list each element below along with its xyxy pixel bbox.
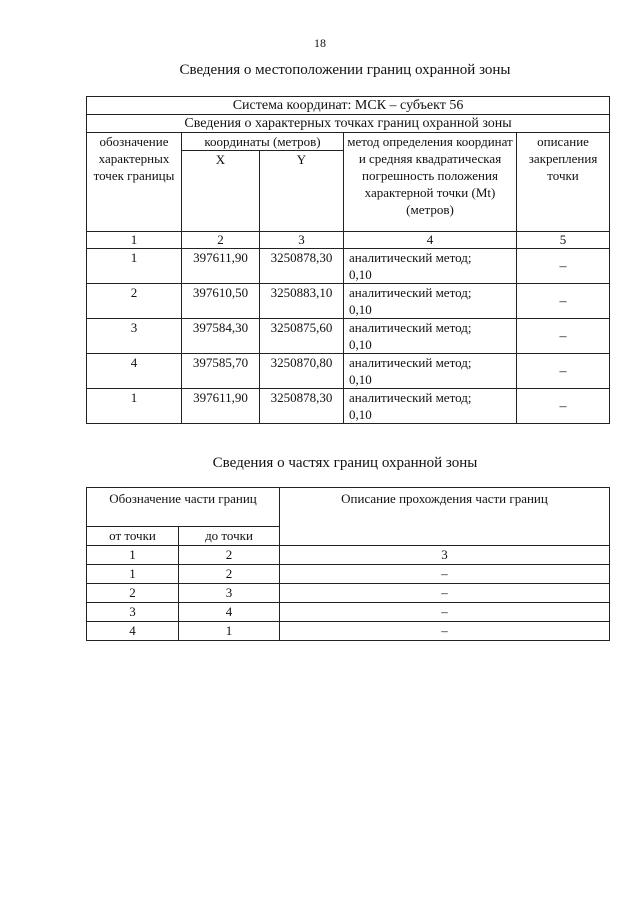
accuracy-value: 0,10 [349, 407, 372, 422]
point-description: – [517, 354, 610, 389]
passage-description: 3 [280, 546, 610, 565]
passage-description: – [280, 584, 610, 603]
passage-description: – [280, 603, 610, 622]
point-description: – [517, 249, 610, 284]
table-row [87, 249, 610, 284]
col-header-desc: описание закрепления точки [517, 133, 610, 232]
coordinate-system-title: Система координат: МСК – субъект 56 [87, 97, 610, 115]
col-header-y: Y [260, 151, 344, 232]
table-row [87, 546, 610, 565]
to-point: 3 [179, 584, 280, 603]
y-coordinate: 3250878,30 [260, 389, 344, 424]
table-row [87, 319, 610, 354]
table-row [87, 603, 610, 622]
table-row [87, 354, 610, 389]
accuracy-value: 0,10 [349, 267, 372, 282]
page-number: 18 [314, 36, 326, 50]
column-number: 3 [260, 232, 344, 249]
to-point: 2 [179, 546, 280, 565]
from-point: 3 [87, 603, 179, 622]
boundary-points-table [86, 96, 610, 424]
from-point: 1 [87, 565, 179, 584]
from-point: 1 [87, 546, 179, 565]
heading-boundary-parts: Сведения о частях границ охранной зоны [212, 455, 478, 471]
method-cell [344, 389, 517, 424]
method-text: аналитический метод; [349, 390, 472, 405]
col-header-from: от точки [87, 527, 179, 546]
method-text: аналитический метод; [349, 320, 472, 335]
table-row [87, 389, 610, 424]
to-point: 2 [179, 565, 280, 584]
method-text: аналитический метод; [349, 355, 472, 370]
point-label: 1 [87, 389, 182, 424]
section-title: Сведения о характерных точках границ охранной зоны [87, 115, 610, 133]
accuracy-value: 0,10 [349, 302, 372, 317]
y-coordinate: 3250870,80 [260, 354, 344, 389]
to-point: 4 [179, 603, 280, 622]
point-description: – [517, 389, 610, 424]
col-header-point: обозначение характерных точек границы [87, 133, 182, 232]
column-number: 5 [517, 232, 610, 249]
passage-description: – [280, 622, 610, 641]
y-coordinate: 3250878,30 [260, 249, 344, 284]
column-number: 1 [87, 232, 182, 249]
table-row [87, 584, 610, 603]
x-coordinate: 397585,70 [182, 354, 260, 389]
point-label: 3 [87, 319, 182, 354]
point-description: – [517, 319, 610, 354]
accuracy-value: 0,10 [349, 372, 372, 387]
x-coordinate: 397610,50 [182, 284, 260, 319]
x-coordinate: 397584,30 [182, 319, 260, 354]
col-header-x: X [182, 151, 260, 232]
boundary-parts-table [86, 487, 610, 641]
method-cell [344, 319, 517, 354]
method-cell [344, 284, 517, 319]
passage-description: – [280, 565, 610, 584]
y-coordinate: 3250875,60 [260, 319, 344, 354]
x-coordinate: 397611,90 [182, 249, 260, 284]
col-header-method: метод определения координат и средняя квадратическая погрешность положения характерной точки (Mt) (метров) [344, 133, 517, 232]
table-row [87, 284, 610, 319]
table-row [87, 622, 610, 641]
column-number: 2 [182, 232, 260, 249]
method-cell [344, 249, 517, 284]
point-label: 1 [87, 249, 182, 284]
point-label: 4 [87, 354, 182, 389]
point-description: – [517, 284, 610, 319]
from-point: 4 [87, 622, 179, 641]
to-point: 1 [179, 622, 280, 641]
method-text: аналитический метод; [349, 285, 472, 300]
accuracy-value: 0,10 [349, 337, 372, 352]
col-header-passage: Описание прохождения части границ [280, 488, 610, 546]
method-text: аналитический метод; [349, 250, 472, 265]
x-coordinate: 397611,90 [182, 389, 260, 424]
from-point: 2 [87, 584, 179, 603]
table-row [87, 565, 610, 584]
method-cell [344, 354, 517, 389]
column-number: 4 [344, 232, 517, 249]
col-header-coords: координаты (метров) [182, 133, 344, 151]
heading-boundary-location: Сведения о местоположении границ охранной зоны [179, 62, 511, 78]
y-coordinate: 3250883,10 [260, 284, 344, 319]
point-label: 2 [87, 284, 182, 319]
col-header-to: до точки [179, 527, 280, 546]
col-header-part: Обозначение части границ [87, 488, 280, 527]
